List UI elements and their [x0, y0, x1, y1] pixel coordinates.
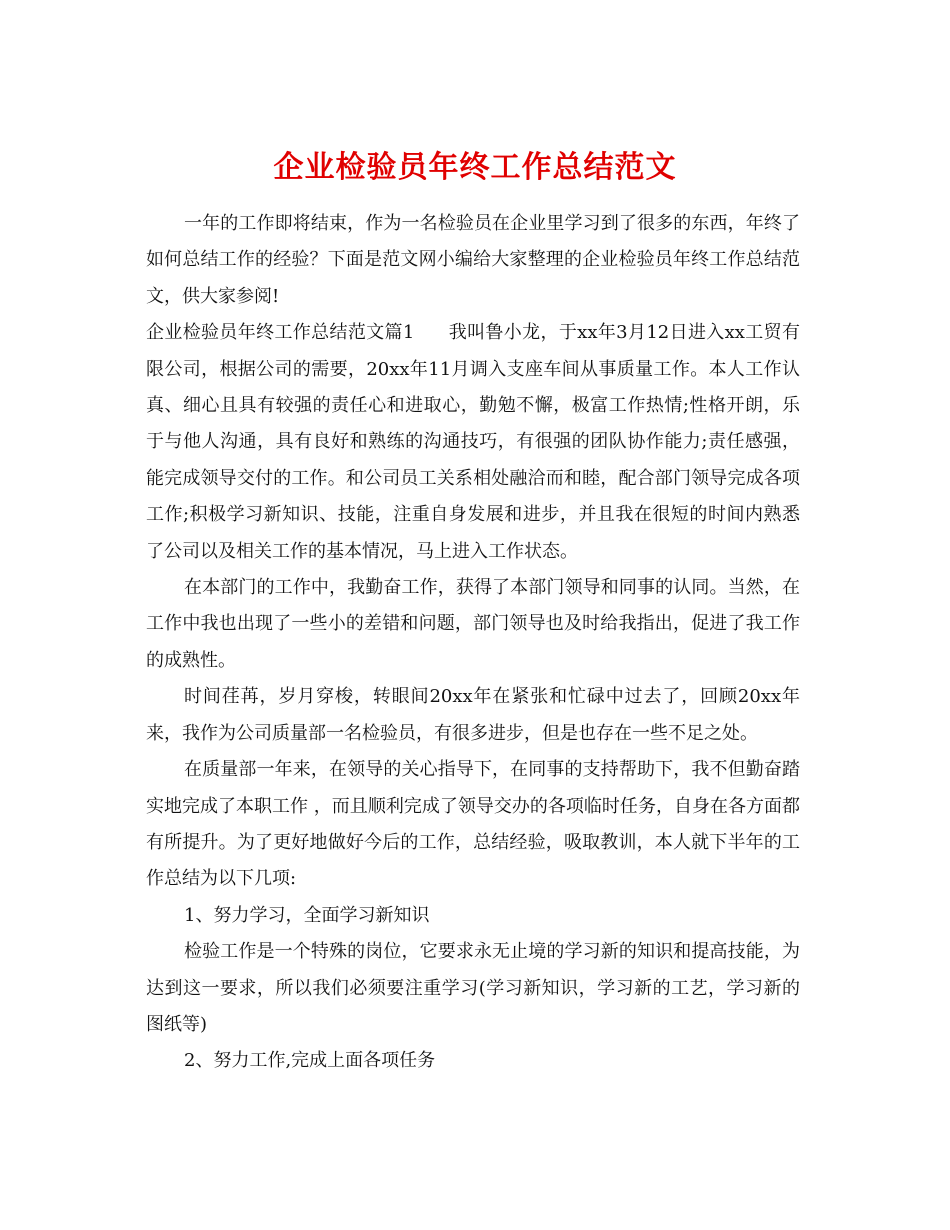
body-paragraph: 检验工作是一个特殊的岗位，它要求永无止境的学习新的知识和提高技能，为达到这一要求，所以我们必须要注重学习(学习新知识，学习新的工艺，学习新的图纸等)	[146, 941, 800, 1035]
body-paragraph: 在本部门的工作中，我勤奋工作，获得了本部门领导和同事的认同。当然，在工作中我也出现了一些小的差错和问题，部门领导也及时给我指出，促进了我工作的成熟性。	[146, 577, 800, 671]
section-heading: 企业检验员年终工作总结范文篇1	[146, 322, 415, 344]
section-first-paragraph	[146, 315, 800, 570]
numbered-heading: 2、努力工作,完成上面各项任务	[184, 1050, 436, 1072]
document-body	[146, 206, 800, 1080]
section-first-paragraph-text: 我叫鲁小龙，于xx年3月12日进入xx工贸有限公司，根据公司的需要，20xx年11月调入支座车间从事质量工作。本人工作认真、细心且具有较强的责任心和进取心，勤勉不懈，极富工作热情;性格开朗，乐于与他人沟通，具有良好和熟练的沟通技巧，有很强的团队协作能力;责任感强，能完成领导交付的工作。和公司员工关系相处融洽而和睦，配合部门领导完成各项工作;积极学习新知识、技能，注重自身发展和进步，并且我在很短的时间内熟悉了公司以及相关工作的基本情况，马上进入工作状态。	[146, 322, 801, 562]
body-paragraph: 在质量部一年来，在领导的关心指导下，在同事的支持帮助下，我不但勤奋踏实地完成了本职工作 ，而且顺利完成了领导交办的各项临时任务，自身在各方面都有所提升。为了更好地做好今后的工作，总结经验，吸取教训，本人就下半年的工作总结为以下几项:	[146, 759, 800, 890]
numbered-heading: 1、努力学习，全面学习新知识	[184, 904, 430, 926]
body-paragraph: 时间荏苒，岁月穿梭，转眼间20xx年在紧张和忙碌中过去了，回顾20xx年来，我作为公司质量部一名检验员，有很多进步，但是也存在一些不足之处。	[146, 686, 800, 744]
intro-paragraph: 一年的工作即将结束，作为一名检验员在企业里学习到了很多的东西，年终了如何总结工作的经验？下面是范文网小编给大家整理的企业检验员年终工作总结范文，供大家参阅!	[146, 213, 800, 307]
document-title: 企业检验员年终工作总结范文	[273, 150, 677, 186]
